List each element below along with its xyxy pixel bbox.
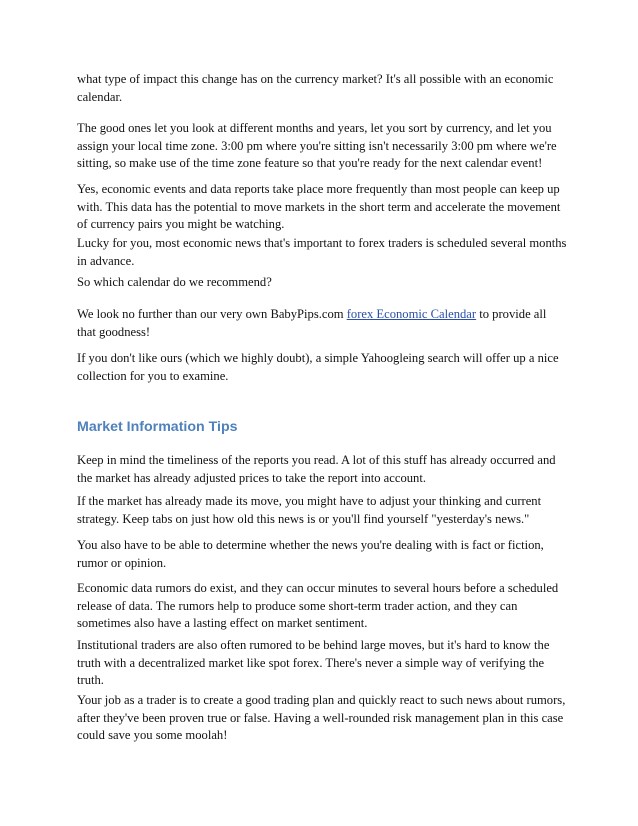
- paragraph: Your job as a trader is to create a good trading plan and quickly react to such news about rumors, after they've been proven true or false. Having a well-rounded risk management plan in this case could save you some moolah!: [77, 693, 566, 743]
- economic-calendar-link[interactable]: forex Economic Calendar: [346, 307, 477, 321]
- paragraph: The good ones let you look at different months and years, let you sort by currency, and let you assign your local time zone. 3:00 pm where you're sitting isn't necessarily 3:00 pm where we're sitting, so make use of the time zone feature so that you're ready for the next calendar event!: [77, 121, 557, 171]
- paragraph: what type of impact this change has on the currency market? It's all possible with an economic calendar.: [77, 72, 554, 104]
- recommend-text-after: to provide all that goodness!: [77, 307, 547, 339]
- paragraph: Keep in mind the timeliness of the reports you read. A lot of this stuff has already occurred and the market has already adjusted prices to take the report into account.: [77, 453, 556, 485]
- recommend-text-before: We look no further than our very own BabyPips.com: [77, 307, 347, 321]
- paragraph: If the market has already made its move, you might have to adjust your thinking and current strategy. Keep tabs on just how old this news is or you'll find yourself "yesterday's news.": [77, 494, 542, 526]
- paragraph: If you don't like ours (which we highly doubt), a simple Yahoogleing search will offer up a nice collection for you to examine.: [77, 351, 559, 383]
- paragraph: Economic data rumors do exist, and they can occur minutes to several hours before a scheduled release of data. The rumors help to produce some short-term trader action, and they can sometimes also have a lasting effect on market sentiment.: [77, 581, 559, 631]
- paragraph: Yes, economic events and data reports take place more frequently than most people can keep up with. This data has the potential to move markets in the short term and accelerate the movement of currency pairs you might be watching.: [77, 182, 561, 232]
- paragraph: Lucky for you, most economic news that's important to forex traders is scheduled several months in advance.: [77, 236, 567, 268]
- paragraph: You also have to be able to determine whether the news you're dealing with is fact or fiction, rumor or opinion.: [77, 538, 544, 570]
- paragraph: Institutional traders are also often rumored to be behind large moves, but it's hard to know the truth with a decentralized market like spot forex. There's never a simple way of verifying the truth.: [77, 638, 550, 688]
- paragraph: So which calendar do we recommend?: [77, 275, 272, 289]
- recommend-paragraph: [77, 306, 567, 341]
- section-heading: Market Information Tips: [77, 419, 238, 435]
